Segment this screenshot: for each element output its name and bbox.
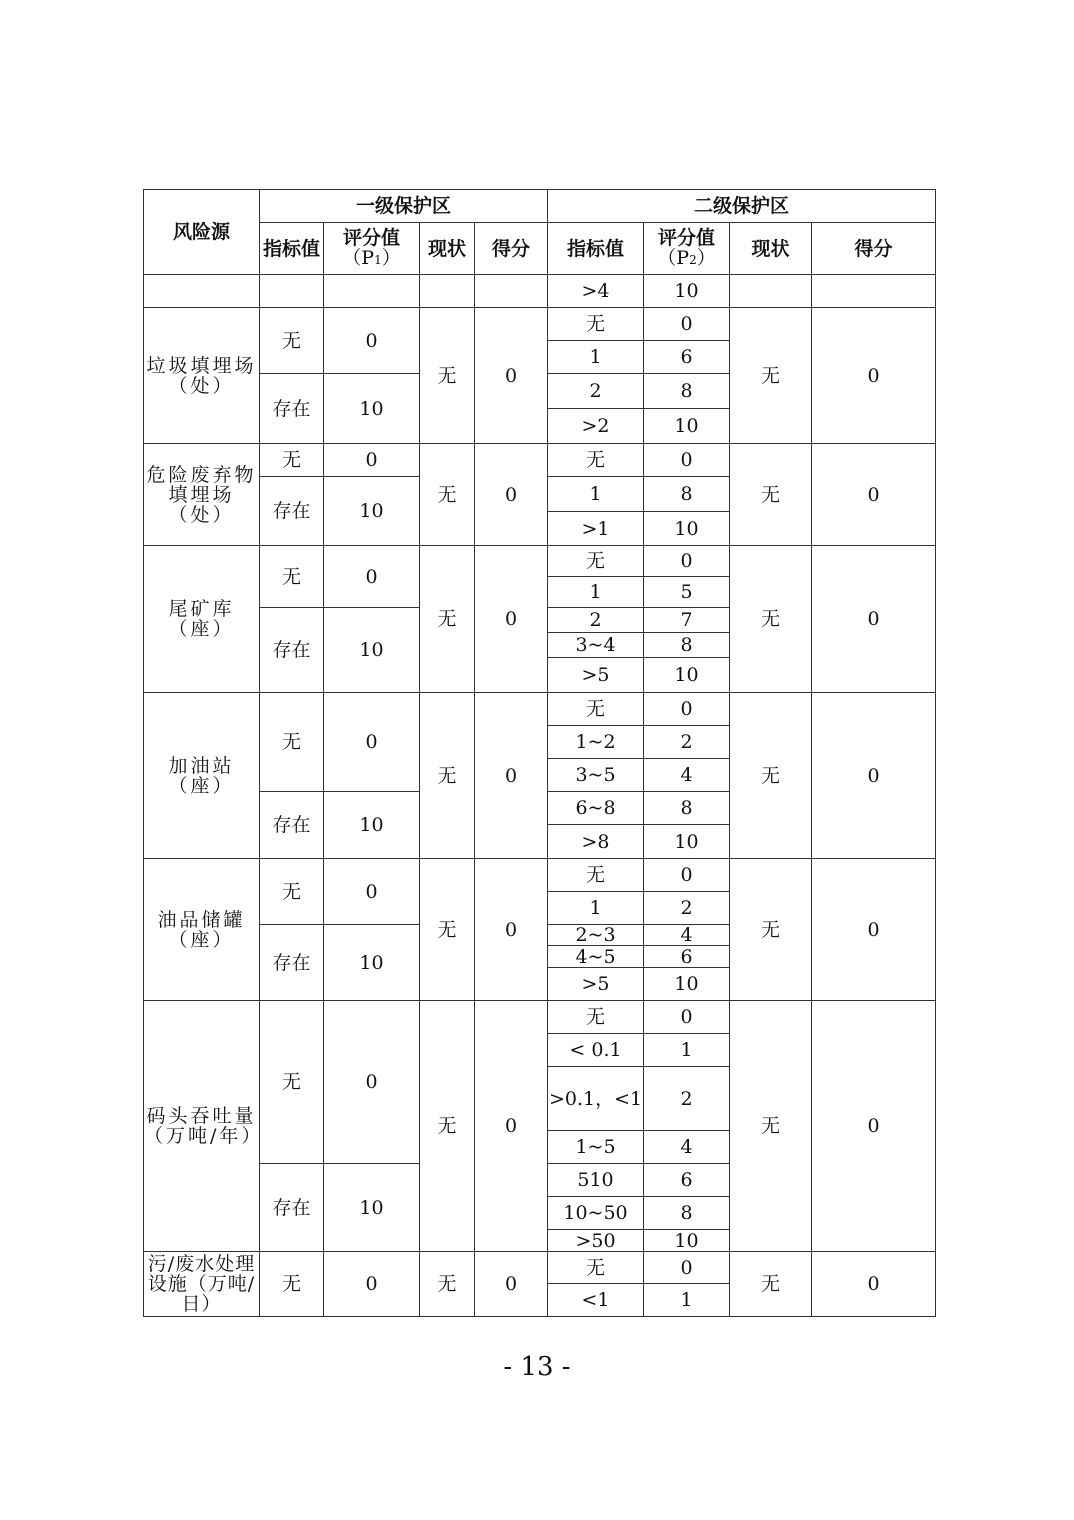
z2-score: 0 (812, 1252, 936, 1317)
z2-value: <1 (548, 1284, 644, 1317)
z2-value: 3~5 (548, 759, 644, 792)
z1-score: 0 (475, 859, 548, 1001)
header-zone-1: 一级保护区 (260, 190, 548, 223)
z2-status: 无 (730, 444, 812, 546)
header-score-2: 得分 (812, 223, 936, 275)
z2-value: 2 (548, 608, 644, 633)
z2-value: 3~4 (548, 633, 644, 658)
z2-score-value: 0 (644, 308, 730, 341)
z2-score-value: 10 (644, 512, 730, 546)
z2-score-value: 1 (644, 1284, 730, 1317)
z1-score-value: 0 (324, 859, 420, 925)
z1-value: 存在 (260, 1164, 324, 1252)
z1-status: 无 (420, 1001, 475, 1252)
z2-score-value: 0 (644, 546, 730, 577)
z1-score: 0 (475, 444, 548, 546)
cell-empty (144, 275, 260, 308)
z1-score-value: 10 (324, 608, 420, 693)
z2-score-value: 0 (644, 859, 730, 892)
cell-empty (812, 275, 936, 308)
header-score-value-1 (324, 223, 420, 275)
cell-empty (324, 275, 420, 308)
z1-value: 无 (260, 1252, 324, 1317)
z2-value: 1 (548, 477, 644, 512)
z2-score-value: 2 (644, 1067, 730, 1131)
table-row (144, 693, 936, 726)
z2-value: >8 (548, 825, 644, 859)
p-symbol: P (361, 246, 375, 269)
z1-score: 0 (475, 1001, 548, 1252)
z2-value: 1 (548, 341, 644, 374)
z2-score-value: 10 (644, 1230, 730, 1252)
z2-value: 无 (548, 693, 644, 726)
z2-status: 无 (730, 1252, 812, 1317)
z1-status: 无 (420, 444, 475, 546)
z2-score-value: 1 (644, 1034, 730, 1067)
z1-value: 存在 (260, 608, 324, 693)
header-score-value-2 (644, 223, 730, 275)
p-subscript: 1 (374, 252, 382, 267)
z2-score-value: 10 (644, 968, 730, 1001)
cell-empty (730, 275, 812, 308)
z2-value: 无 (548, 546, 644, 577)
z2-score-value: 8 (644, 374, 730, 409)
z1-score-value: 0 (324, 1252, 420, 1317)
z2-score-value: 10 (644, 658, 730, 693)
risk-source-name: 尾矿库（座） (144, 546, 260, 693)
z2-score-value: 8 (644, 792, 730, 825)
z1-value: 存在 (260, 374, 324, 444)
z2-score-value: 0 (644, 693, 730, 726)
z2-score-value: 0 (644, 1252, 730, 1284)
risk-source-name: 码头吞吐量（万吨/年） (144, 1001, 260, 1252)
z2-value: >5 (548, 658, 644, 693)
table-row (144, 859, 936, 892)
z1-value: 存在 (260, 477, 324, 546)
z2-score: 0 (812, 308, 936, 444)
risk-source-name: 加油站（座） (144, 693, 260, 859)
z1-value: 无 (260, 444, 324, 477)
table-row (144, 275, 936, 308)
table-row (144, 308, 936, 341)
z2-value: >50 (548, 1230, 644, 1252)
z2-value: 510 (548, 1164, 644, 1197)
z2-value: >2 (548, 409, 644, 444)
header-status-1: 现状 (420, 223, 475, 275)
p-subscript: 2 (689, 252, 697, 267)
z1-score-value: 10 (324, 925, 420, 1001)
risk-source-name: 油品储罐（座） (144, 859, 260, 1001)
z1-status: 无 (420, 693, 475, 859)
z2-value: 2~3 (548, 925, 644, 946)
z2-value: 4~5 (548, 946, 644, 968)
z2-value: 10~50 (548, 1197, 644, 1230)
p-symbol: P (676, 246, 690, 269)
z2-score-value: 10 (644, 409, 730, 444)
z1-status: 无 (420, 308, 475, 444)
header-score-1: 得分 (475, 223, 548, 275)
z2-score: 0 (812, 859, 936, 1001)
z1-score: 0 (475, 308, 548, 444)
z2-value: 1~2 (548, 726, 644, 759)
z2-score-value: 2 (644, 726, 730, 759)
z2-score-value: 0 (644, 1001, 730, 1034)
header-indicator-value-2: 指标值 (548, 223, 644, 275)
z1-status: 无 (420, 546, 475, 693)
risk-source-table (143, 189, 936, 1317)
z2-value: 无 (548, 308, 644, 341)
z2-score: 0 (812, 546, 936, 693)
z1-value: 存在 (260, 792, 324, 859)
z2-value: 无 (548, 444, 644, 477)
z2-value: 1~5 (548, 1131, 644, 1164)
z2-status: 无 (730, 693, 812, 859)
z2-score-value: 0 (644, 444, 730, 477)
z1-value: 无 (260, 546, 324, 608)
z2-score-value: 4 (644, 925, 730, 946)
z1-value: 无 (260, 308, 324, 374)
z1-score: 0 (475, 1252, 548, 1317)
z1-value: 无 (260, 1001, 324, 1164)
z1-score-value: 10 (324, 374, 420, 444)
z1-score-value: 0 (324, 444, 420, 477)
header-score-value-2-symbol: （P2） (657, 246, 716, 269)
z2-value: >1 (548, 512, 644, 546)
z1-status: 无 (420, 1252, 475, 1317)
z2-score-value: 7 (644, 608, 730, 633)
z2-score-value: 8 (644, 633, 730, 658)
z2-status: 无 (730, 546, 812, 693)
header-risk-source: 风险源 (144, 190, 260, 275)
z2-score: 0 (812, 693, 936, 859)
z2-value: 1 (548, 892, 644, 925)
z1-score-value: 10 (324, 792, 420, 859)
z2-value: < 0.1 (548, 1034, 644, 1067)
header-zone-2: 二级保护区 (548, 190, 936, 223)
z2-score-value: 2 (644, 892, 730, 925)
z2-score-value: 4 (644, 1131, 730, 1164)
table-row (144, 444, 936, 477)
z2-score-value: 6 (644, 946, 730, 968)
cell-empty (475, 275, 548, 308)
z2-value: 2 (548, 374, 644, 409)
page-number: - 13 - (503, 1352, 571, 1382)
table-row (144, 1001, 936, 1034)
z2-score-value: 8 (644, 1197, 730, 1230)
risk-source-name: 危险废弃物填埋场（处） (144, 444, 260, 546)
z2-score-value: 6 (644, 1164, 730, 1197)
table-row (144, 1252, 936, 1284)
risk-source-name: 污/废水处理设施（万吨/日） (144, 1252, 260, 1317)
cell-empty (260, 275, 324, 308)
z1-value: 无 (260, 859, 324, 925)
header-status-2: 现状 (730, 223, 812, 275)
z2-status: 无 (730, 1001, 812, 1252)
z2-score-value: 6 (644, 341, 730, 374)
z1-score-value: 0 (324, 546, 420, 608)
z2-score-value: 10 (644, 275, 730, 308)
header-score-value-1-label: 评分值 (342, 226, 400, 249)
z2-value: 1 (548, 577, 644, 608)
z2-score-value: 10 (644, 825, 730, 859)
z1-score-value: 0 (324, 1001, 420, 1164)
z2-score: 0 (812, 444, 936, 546)
header-score-value-1-symbol: （P1） (342, 246, 401, 269)
z1-value: 存在 (260, 925, 324, 1001)
header-score-value-2-label: 评分值 (658, 226, 716, 249)
z2-value: >0.1，<1 (548, 1067, 644, 1131)
z2-score-value: 5 (644, 577, 730, 608)
z2-value: >4 (548, 275, 644, 308)
z1-value: 无 (260, 693, 324, 792)
z2-status: 无 (730, 308, 812, 444)
risk-source-name: 垃圾填埋场（处） (144, 308, 260, 444)
z1-status: 无 (420, 859, 475, 1001)
z2-status: 无 (730, 859, 812, 1001)
z1-score-value: 10 (324, 477, 420, 546)
z2-score: 0 (812, 1001, 936, 1252)
z2-value: >5 (548, 968, 644, 1001)
z1-score: 0 (475, 546, 548, 693)
z2-value: 无 (548, 859, 644, 892)
z1-score-value: 0 (324, 308, 420, 374)
z1-score: 0 (475, 693, 548, 859)
z2-value: 6~8 (548, 792, 644, 825)
z2-value: 无 (548, 1001, 644, 1034)
z2-score-value: 4 (644, 759, 730, 792)
z1-score-value: 10 (324, 1164, 420, 1252)
z1-score-value: 0 (324, 693, 420, 792)
z2-value: 无 (548, 1252, 644, 1284)
header-indicator-value-1: 指标值 (260, 223, 324, 275)
z2-score-value: 8 (644, 477, 730, 512)
cell-empty (420, 275, 475, 308)
table-row (144, 546, 936, 577)
